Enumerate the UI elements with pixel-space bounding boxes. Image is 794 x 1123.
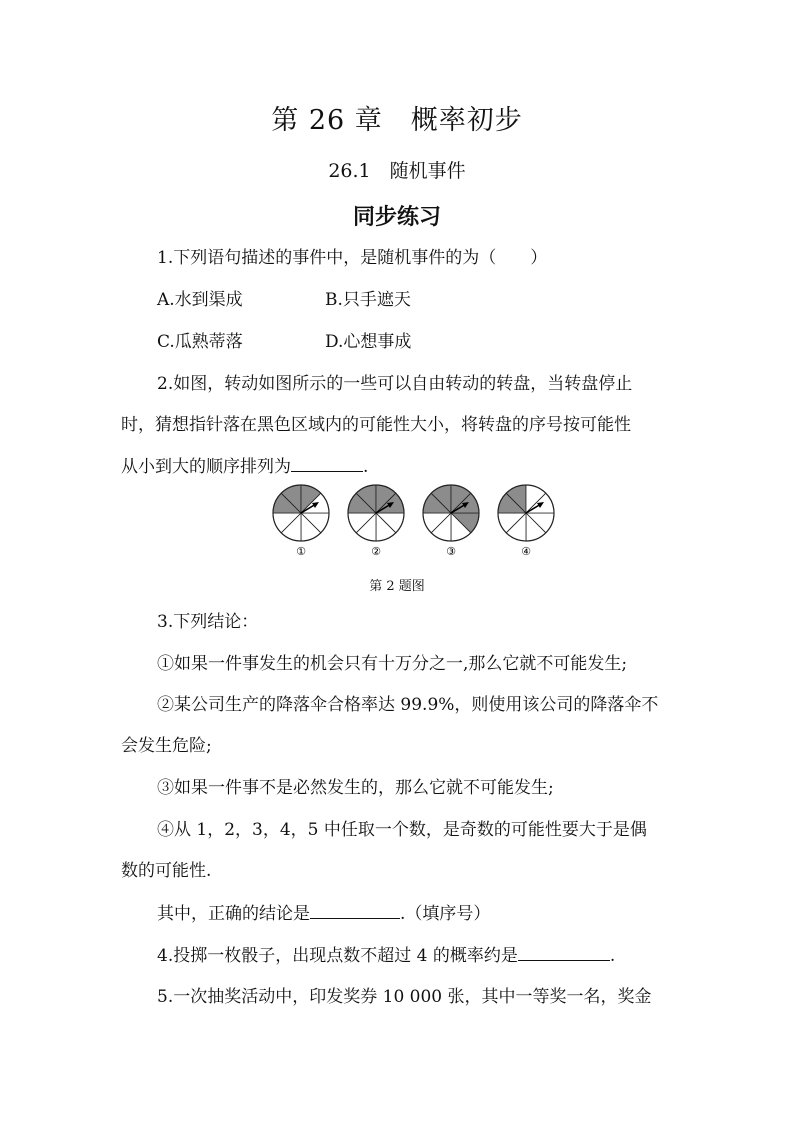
practice-heading: 同步练习: [352, 204, 441, 230]
spinner-label: ①: [296, 545, 306, 558]
q3-statement-3: ③如果一件事不是必然发生的，那么它就不可能发生;: [157, 778, 554, 798]
section-title: 26.1 随机事件: [328, 160, 466, 182]
q1-option-c: C.瓜熟蒂落: [157, 332, 243, 352]
q2-line3: [121, 454, 368, 479]
q3-answer-suffix: .（填序号）: [400, 904, 491, 924]
q2-line2: 时，猜想指针落在黑色区域内的可能性大小，将转盘的序号按可能性: [121, 415, 631, 435]
q3-stem: 3.下列结论：: [157, 612, 259, 632]
q3-statement-4-line1: ④从 1，2，3，4，5 中任取一个数，是奇数的可能性要大于是偶: [157, 820, 647, 840]
spinner-label: ④: [521, 545, 531, 558]
q2-line3-prefix: 从小到大的顺序排列为: [121, 457, 291, 477]
spinner-4: [498, 485, 554, 558]
spinner-figure: [270, 483, 560, 565]
q2-line1: 2.如图，转动如图所示的一些可以自由转动的转盘，当转盘停止: [157, 374, 633, 394]
q4-prefix: 4.投掷一枚骰子，出现点数不超过 4 的概率约是: [157, 946, 518, 966]
spinner-figure-svg: [270, 483, 560, 565]
q3-statement-2-line1: ②某公司生产的降落伞合格率达 99.9%，则使用该公司的降落伞不: [157, 695, 659, 715]
q1-option-a: A.水到渠成: [157, 290, 243, 310]
q4-answer-blank[interactable]: [518, 943, 610, 961]
chapter-title: 第 26 章 概率初步: [271, 105, 523, 136]
spinner-2: [348, 485, 404, 558]
q3-answer-line: [157, 901, 490, 926]
spinner-1: [273, 485, 329, 558]
q4-suffix: .: [609, 946, 616, 966]
q3-statement-1: ①如果一件事发生的机会只有十万分之一,那么它就不可能发生;: [157, 654, 628, 674]
q2-answer-blank[interactable]: [291, 454, 363, 472]
q4-line: [157, 943, 615, 968]
q5-line1: 5.一次抽奖活动中，印发奖券 10 000 张，其中一等奖一名，奖金: [157, 987, 652, 1007]
spinner-label: ③: [446, 545, 456, 558]
q3-statement-4-line2: 数的可能性.: [121, 861, 212, 881]
spinner-label: ②: [371, 545, 381, 558]
q1-stem: 1.下列语句描述的事件中，是随机事件的为（ ）: [157, 248, 548, 268]
q3-statement-2-line2: 会发生危险;: [121, 736, 212, 756]
q1-option-d: D.心想事成: [325, 332, 412, 352]
figure-caption: 第 2 题图: [369, 579, 425, 594]
q1-option-b: B.只手遮天: [325, 290, 411, 310]
q2-line3-suffix: .: [363, 457, 369, 477]
q3-answer-blank[interactable]: [310, 901, 400, 919]
spinner-3: [423, 485, 479, 558]
q3-answer-prefix: 其中，正确的结论是: [157, 904, 310, 924]
